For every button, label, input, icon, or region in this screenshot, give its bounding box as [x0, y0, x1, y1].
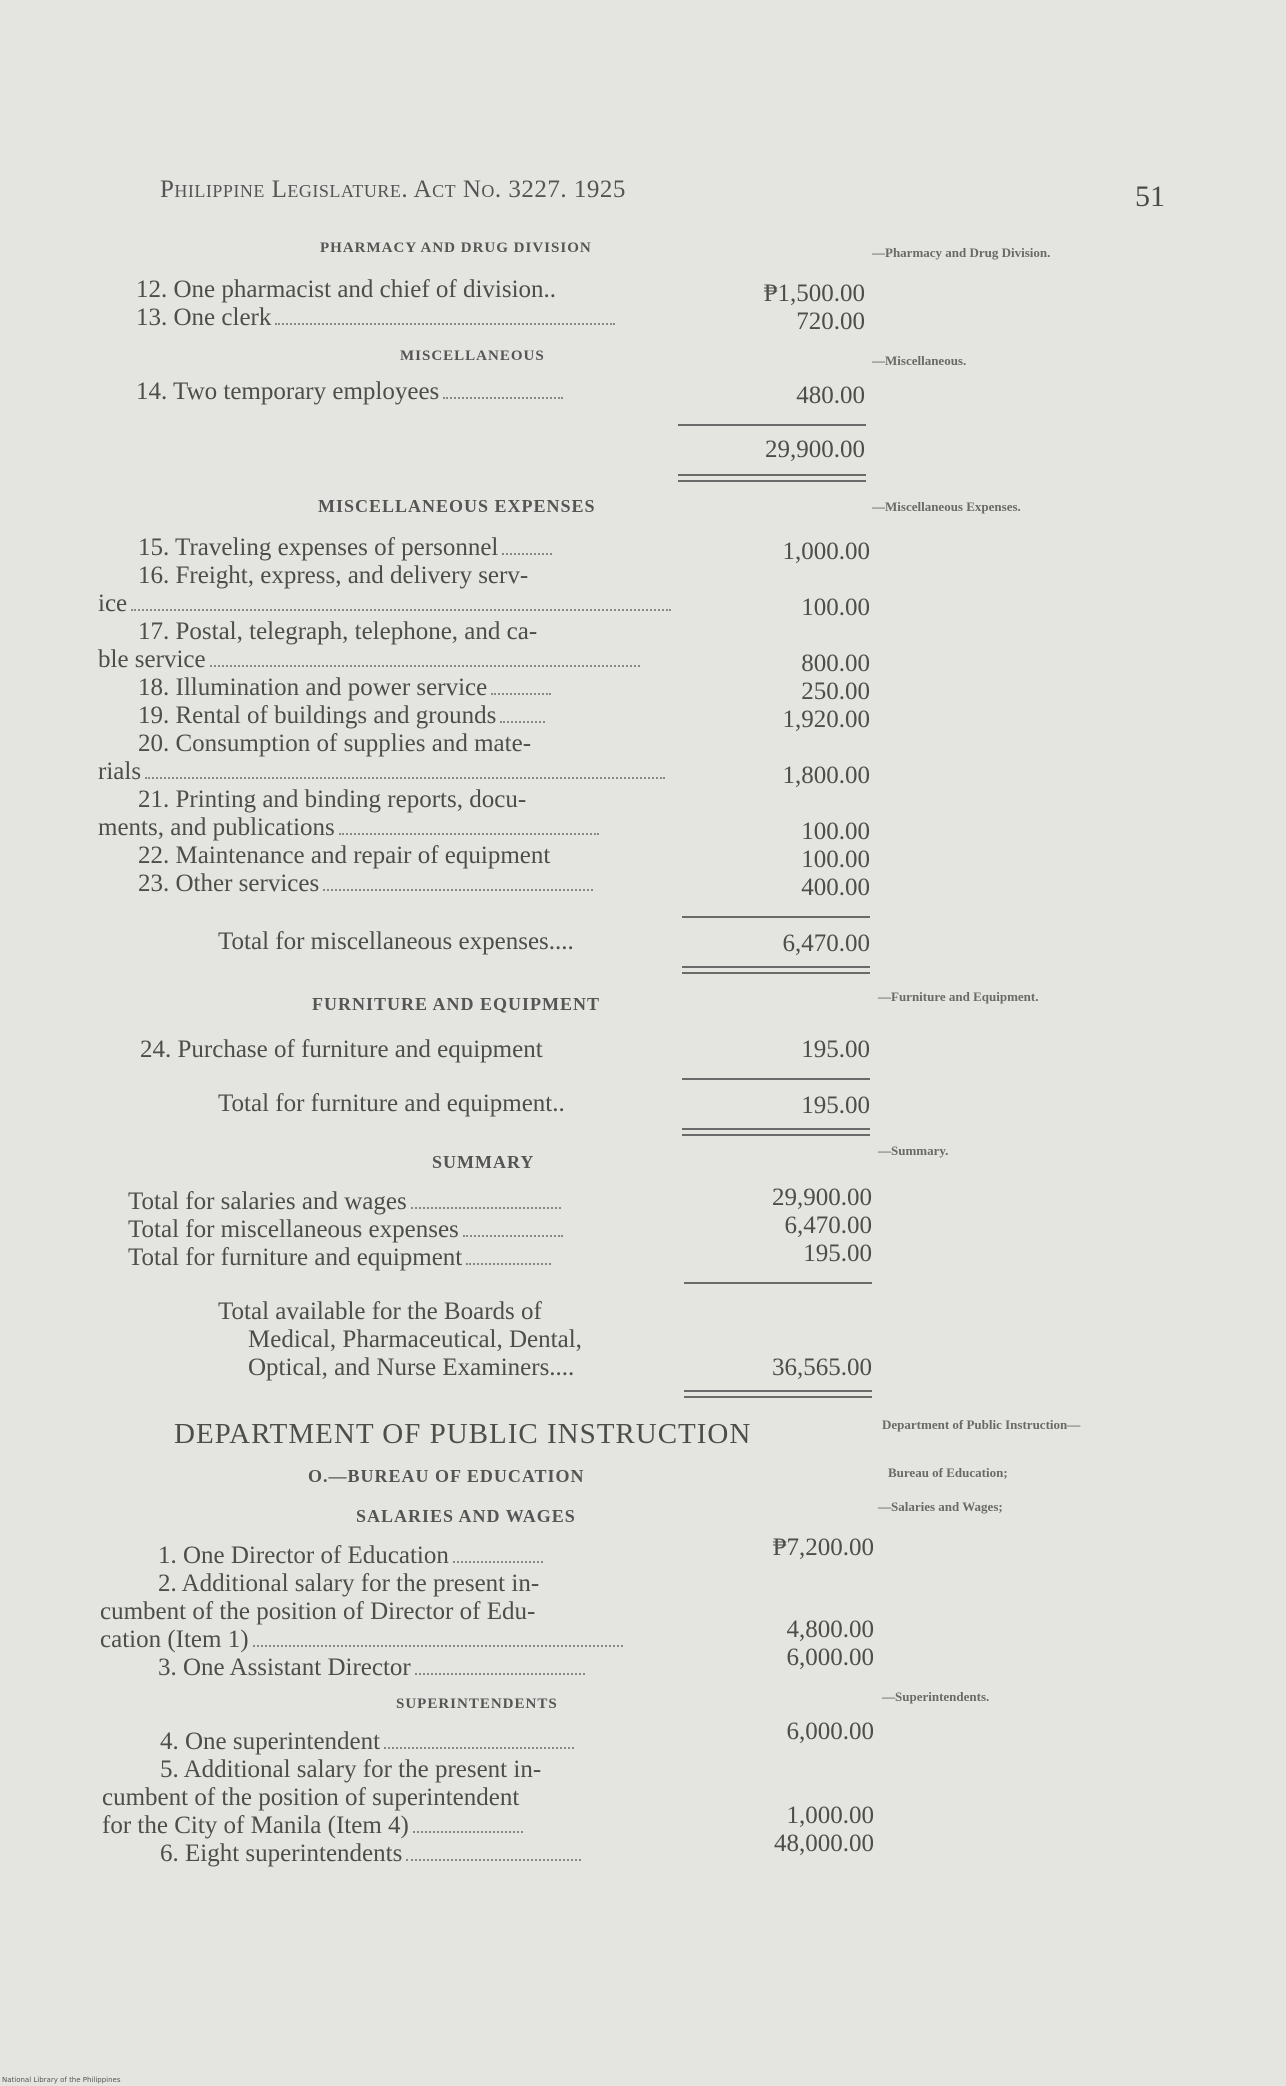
summary-furniture: Total for furniture and equipment [128, 1244, 551, 1272]
total-rule-furniture [682, 1078, 870, 1080]
line-item-19-amount: 1,920.00 [782, 706, 870, 733]
line-item-13: 13. One clerk [136, 304, 615, 332]
side-note-summary: —Summary. [878, 1143, 949, 1158]
department-heading: DEPARTMENT OF PUBLIC INSTRUCTION [174, 1418, 752, 1450]
double-rule [678, 474, 866, 482]
side-note-misc-expenses: —Miscellaneous Expenses. [872, 499, 1021, 514]
superintendents-heading: SUPERINTENDENTS [396, 1696, 558, 1712]
total-available-line2: Medical, Pharmaceutical, Dental, [248, 1326, 582, 1353]
summary-misc-expenses: Total for miscellaneous expenses [128, 1216, 563, 1244]
running-title: Philippine Legislature. Act No. 3227. 1925 [160, 176, 626, 203]
line-item-17-amount: 800.00 [801, 650, 870, 677]
summary-rule [684, 1282, 872, 1284]
line-item-16-line2: ice [98, 590, 671, 618]
education-item-5-line2: cumbent of the position of superintendent [102, 1784, 520, 1811]
line-item-17-line1: 17. Postal, telegraph, telephone, and ca- [138, 618, 538, 645]
line-item-24: 24. Purchase of furniture and equipment [140, 1036, 543, 1063]
education-item-5-amount: 1,000.00 [786, 1802, 874, 1829]
line-item-14: 14. Two temporary employees [136, 378, 563, 406]
line-item-20-line2: rials [98, 758, 665, 786]
subtotal-rule [678, 424, 866, 426]
summary-salaries: Total for salaries and wages [128, 1188, 561, 1216]
line-item-23-amount: 400.00 [801, 874, 870, 901]
line-item-16-amount: 100.00 [801, 594, 870, 621]
line-item-14-amount: 480.00 [796, 382, 865, 409]
double-rule-total-available [684, 1390, 872, 1398]
subtotal-amount: 29,900.00 [765, 436, 865, 463]
section-heading-furniture: FURNITURE AND EQUIPMENT [312, 994, 601, 1014]
line-item-22-amount: 100.00 [801, 846, 870, 873]
line-item-15-amount: 1,000.00 [782, 538, 870, 565]
double-rule-misc [682, 966, 870, 974]
total-furniture-amount: 195.00 [801, 1092, 870, 1119]
line-item-24-amount: 195.00 [801, 1036, 870, 1063]
side-note-pharmacy: —Pharmacy and Drug Division. [872, 245, 1051, 260]
line-item-18-amount: 250.00 [801, 678, 870, 705]
education-item-2-line3: cation (Item 1) [100, 1626, 623, 1654]
line-item-13-amount: 720.00 [796, 308, 865, 335]
summary-salaries-amount: 29,900.00 [772, 1184, 872, 1211]
double-rule-furniture [682, 1128, 870, 1136]
side-note-miscellaneous: —Miscellaneous. [872, 353, 967, 368]
line-item-19: 19. Rental of buildings and grounds [138, 702, 545, 730]
education-item-2-line1: 2. Additional salary for the present in- [158, 1570, 540, 1597]
education-item-4-amount: 6,000.00 [786, 1718, 874, 1745]
line-item-16-line1: 16. Freight, express, and delivery serv- [138, 562, 529, 589]
side-note-bureau: Bureau of Education; [888, 1465, 1008, 1480]
section-heading-miscellaneous: MISCELLANEOUS [400, 348, 545, 364]
education-item-3-amount: 6,000.00 [786, 1644, 874, 1671]
education-item-6-amount: 48,000.00 [774, 1830, 874, 1857]
total-rule-misc [682, 916, 870, 918]
summary-furniture-amount: 195.00 [803, 1240, 872, 1267]
line-item-17-line2: ble service [98, 646, 640, 674]
total-misc-expenses-label: Total for miscellaneous expenses.... [218, 928, 574, 955]
line-item-18: 18. Illumination and power service [138, 674, 551, 702]
total-available-line1: Total available for the Boards of [218, 1298, 542, 1325]
education-item-4: 4. One superintendent [160, 1728, 574, 1756]
education-item-6: 6. Eight superintendents [160, 1840, 581, 1868]
line-item-12: 12. One pharmacist and chief of division.. [136, 276, 557, 303]
total-available-line3: Optical, and Nurse Examiners.... [248, 1354, 575, 1381]
line-item-20-amount: 1,800.00 [782, 762, 870, 789]
line-item-23: 23. Other services [138, 870, 593, 898]
side-note-furniture: —Furniture and Equipment. [878, 989, 1039, 1004]
section-heading-misc-expenses: MISCELLANEOUS EXPENSES [318, 496, 596, 516]
education-item-5-line1: 5. Additional salary for the present in- [160, 1756, 542, 1783]
total-misc-expenses-amount: 6,470.00 [782, 930, 870, 957]
line-item-21-line1: 21. Printing and binding reports, docu- [138, 786, 527, 813]
bureau-heading: O.—BUREAU OF EDUCATION [308, 1466, 585, 1486]
summary-misc-expenses-amount: 6,470.00 [784, 1212, 872, 1239]
line-item-20-line1: 20. Consumption of supplies and mate- [138, 730, 532, 757]
line-item-21-amount: 100.00 [801, 818, 870, 845]
education-item-5-line3: for the City of Manila (Item 4) [102, 1812, 523, 1840]
education-item-2-amount: 4,800.00 [786, 1616, 874, 1643]
page-number: 51 [1135, 180, 1165, 213]
total-furniture-label: Total for furniture and equipment.. [218, 1090, 565, 1117]
section-heading-pharmacy: PHARMACY AND DRUG DIVISION [320, 240, 592, 256]
side-note-superintendents: —Superintendents. [882, 1689, 990, 1704]
line-item-21-line2: ments, and publications [98, 814, 599, 842]
side-note-salaries: —Salaries and Wages; [878, 1499, 1003, 1514]
side-note-department: Department of Public Instruction— [882, 1417, 1081, 1432]
education-item-1-amount: ₱7,200.00 [772, 1534, 874, 1561]
total-available-amount: 36,565.00 [772, 1354, 872, 1381]
line-item-12-amount: ₱1,500.00 [763, 280, 865, 307]
line-item-15: 15. Traveling expenses of personnel [138, 534, 552, 562]
footer-credit: National Library of the Philippines [2, 2076, 121, 2084]
education-item-1: 1. One Director of Education [158, 1542, 543, 1570]
salaries-heading: SALARIES AND WAGES [356, 1506, 576, 1526]
line-item-22: 22. Maintenance and repair of equipment [138, 842, 551, 869]
education-item-2-line2: cumbent of the position of Director of Edu- [100, 1598, 536, 1625]
education-item-3: 3. One Assistant Director [158, 1654, 585, 1682]
section-heading-summary: SUMMARY [432, 1152, 535, 1172]
